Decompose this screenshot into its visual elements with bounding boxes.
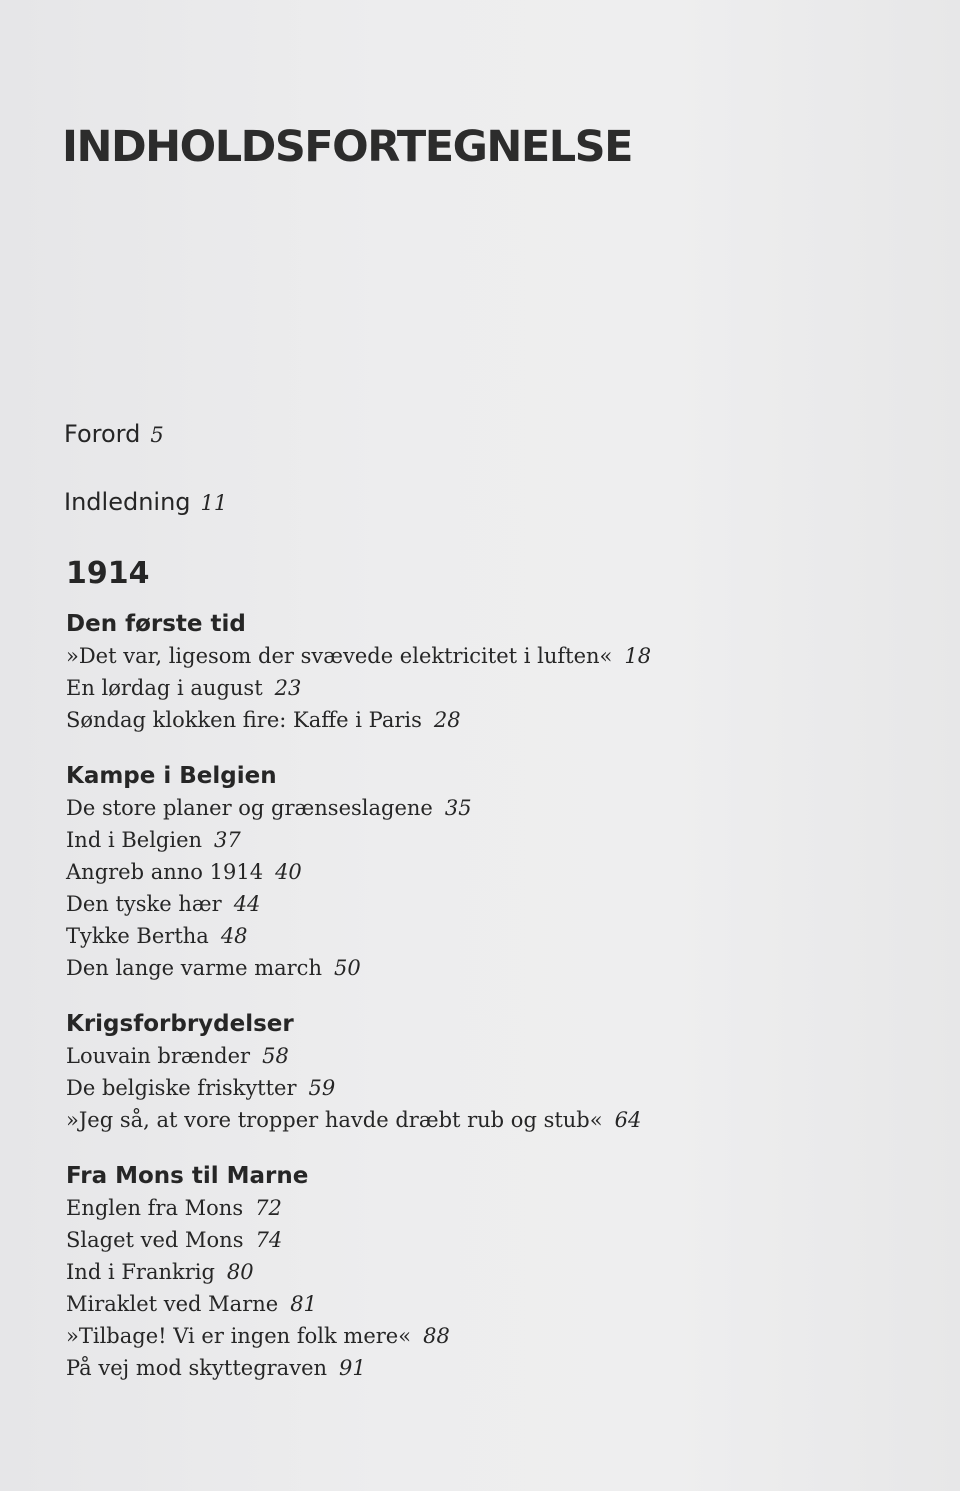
entry-label: Indledning xyxy=(64,488,191,516)
entry-page-number: 50 xyxy=(333,956,361,980)
entry-label: Ind i Belgien xyxy=(66,828,203,852)
toc-entry xyxy=(66,704,864,736)
toc-section xyxy=(64,1008,864,1136)
entry-label: Angreb anno 1914 xyxy=(66,860,264,884)
toc-entry xyxy=(66,952,864,984)
entry-label: Søndag klokken fire: Kaffe i Paris xyxy=(66,708,422,732)
toc-entry xyxy=(66,1040,864,1072)
toc-entry xyxy=(66,888,864,920)
toc-entry xyxy=(66,1288,864,1320)
entry-page-number: 58 xyxy=(262,1044,289,1068)
entry-page-number: 11 xyxy=(200,491,228,515)
entry-page-number: 81 xyxy=(290,1292,317,1316)
entry-label: Tykke Bertha xyxy=(66,924,209,948)
entry-page-number: 18 xyxy=(624,644,652,668)
entry-page-number: 91 xyxy=(339,1356,366,1380)
section-title: Kampe i Belgien xyxy=(66,763,277,789)
page-title: INDHOLDSFORTEGNELSE xyxy=(62,122,632,172)
entry-label: Louvain brænder xyxy=(66,1044,251,1068)
entry-label: »Jeg så, at vore tropper havde dræbt rub og stub« xyxy=(66,1108,603,1132)
entry-label: Ind i Frankrig xyxy=(66,1260,215,1284)
toc-entry xyxy=(66,640,864,672)
toc-entry xyxy=(66,1256,864,1288)
toc-section xyxy=(64,1160,864,1384)
toc-entry xyxy=(66,856,864,888)
entry-page-number: 88 xyxy=(423,1324,450,1348)
toc-entry xyxy=(66,672,864,704)
year-heading: 1914 xyxy=(66,556,150,591)
entry-page-number: 28 xyxy=(433,708,461,732)
entry-page-number: 72 xyxy=(255,1196,282,1220)
toc-entry xyxy=(66,1224,864,1256)
entry-page-number: 5 xyxy=(150,423,164,447)
entry-label: Miraklet ved Marne xyxy=(66,1292,279,1316)
entry-page-number: 74 xyxy=(255,1228,283,1252)
section-title: Krigsforbrydelser xyxy=(66,1011,294,1037)
entry-label: På vej mod skyttegraven xyxy=(66,1356,328,1380)
entry-page-number: 35 xyxy=(444,796,472,820)
toc-entry-indledning xyxy=(64,486,864,518)
toc-entry xyxy=(66,1072,864,1104)
entry-label: Englen fra Mons xyxy=(66,1196,244,1220)
toc-entry-forord xyxy=(64,418,864,450)
entry-label: Forord xyxy=(64,420,141,448)
toc-entry xyxy=(66,1192,864,1224)
entry-page-number: 48 xyxy=(220,924,248,948)
toc-entry xyxy=(66,920,864,952)
entry-page-number: 44 xyxy=(233,892,261,916)
toc-section xyxy=(64,608,864,736)
entry-page-number: 64 xyxy=(614,1108,642,1132)
toc-entry xyxy=(66,1320,864,1352)
toc-entry xyxy=(66,1104,864,1136)
entry-label: Den lange varme march xyxy=(66,956,322,980)
entry-page-number: 80 xyxy=(226,1260,254,1284)
table-of-contents xyxy=(64,418,864,1408)
toc-entry xyxy=(66,1352,864,1384)
entry-page-number: 37 xyxy=(214,828,241,852)
entry-page-number: 23 xyxy=(274,676,302,700)
toc-entry xyxy=(66,824,864,856)
entry-label: En lørdag i august xyxy=(66,676,263,700)
entry-page-number: 59 xyxy=(308,1076,336,1100)
entry-label: Slaget ved Mons xyxy=(66,1228,244,1252)
entry-label: De belgiske friskytter xyxy=(66,1076,297,1100)
entry-label: Den tyske hær xyxy=(66,892,222,916)
section-title: Den første tid xyxy=(66,611,246,637)
entry-label: De store planer og grænseslagene xyxy=(66,796,433,820)
entry-page-number: 40 xyxy=(275,860,302,884)
toc-entry xyxy=(66,792,864,824)
entry-label: »Tilbage! Vi er ingen folk mere« xyxy=(66,1324,412,1348)
entry-label: »Det var, ligesom der svævede elektricitet i luften« xyxy=(66,644,613,668)
toc-section xyxy=(64,760,864,984)
section-title: Fra Mons til Marne xyxy=(66,1163,309,1189)
